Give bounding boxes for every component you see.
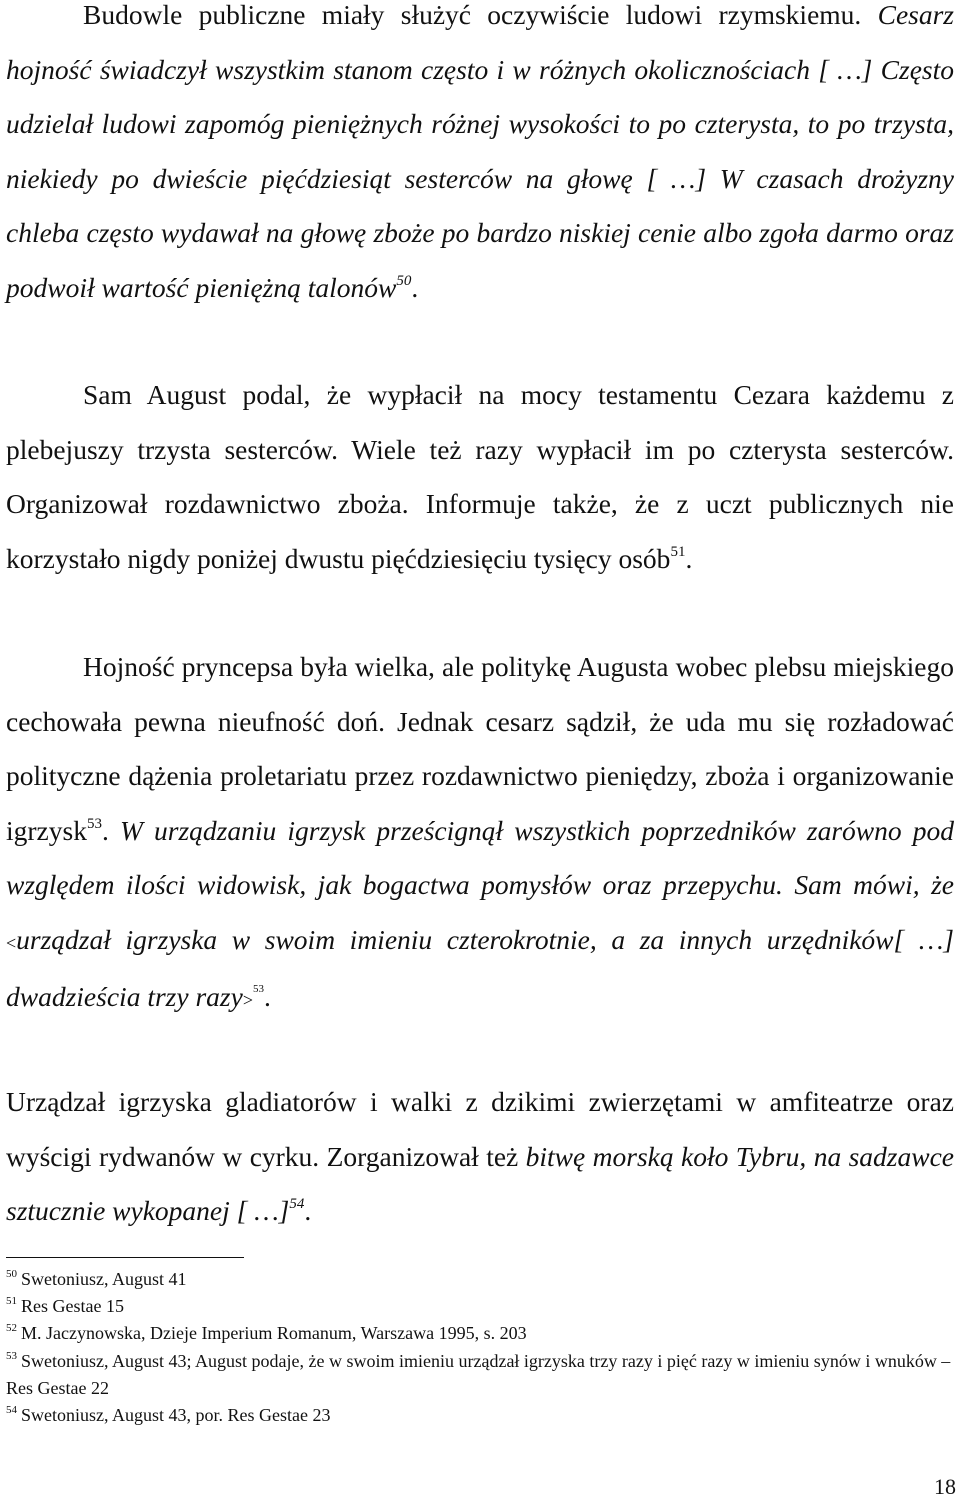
paragraph-1 [6, 0, 954, 315]
paragraph-4-italic: bitwę morską koło Tybru, na sadzawce sztucznie wykopanej [ …] [6, 1140, 954, 1226]
angle-open: < [6, 932, 17, 953]
punctuation: . [101, 814, 120, 846]
footnote-text: Res Gestae 15 [21, 1296, 124, 1317]
footnote-number: 52 [6, 1322, 17, 1335]
footnotes [6, 1266, 954, 1429]
paragraph-3-italic: W urządzaniu igrzysk prześcignął wszystkich poprzedników zarówno pod względem ilości widowisk, jak bogactwa pomysłów oraz przepychu. Sam mówi, że [6, 814, 955, 900]
footnote-ref-52: 53 [86, 815, 102, 832]
footnote-divider [6, 1257, 244, 1258]
footnote-number: 54 [6, 1404, 17, 1417]
paragraph-4-text: Urządzał igrzyska gladiatorów i walki z dzikimi zwierzętami w amfiteatrze oraz wyścigi rydwanów w cyrku. Zorganizował też [6, 1086, 954, 1172]
paragraph-2 [6, 368, 954, 586]
footnote-number: 51 [6, 1295, 17, 1308]
footnote-number: 50 [6, 1268, 17, 1280]
footnote-ref-50: 50 [396, 272, 412, 289]
paragraph-3-text: Hojność pryncepsa była wielka, ale politykę Augusta wobec plebsu miejskiego cechowała pewna nieufność doń. Jednak cesarz sądził, że uda mu się rozładować polityczne dążenia proletariatu przez rozdawnictwo pieniędzy, zboża i organizowanie igrzysk [6, 651, 954, 846]
footnote-52 [6, 1320, 954, 1347]
footnote-53 [6, 1348, 954, 1402]
footnote-ref-54: 54 [289, 1196, 305, 1212]
quote-res-gestae: urządzał igrzyska w swoim imieniu czterokrotnie, a za innych urzędników[ …] dwadzieścia trzy razy [6, 923, 954, 1012]
punctuation: . [411, 271, 419, 303]
footnote-50 [6, 1266, 954, 1293]
footnote-text: M. Jaczynowska, Dzieje Imperium Romanum, Warszawa 1995, s. 203 [21, 1323, 527, 1344]
punctuation: . [685, 542, 693, 574]
footnote-54 [6, 1402, 954, 1429]
footnote-text: Swetoniusz, August 43, por. Res Gestae 23 [21, 1405, 331, 1426]
footnote-text: Swetoniusz, August 43; August podaje, że w swoim imieniu urządzał igrzyska trzy razy i pięć razy w imieniu synów i wnuków – Res Gestae 22 [6, 1350, 951, 1398]
quote-suetonius: Cesarz hojność świadczył wszystkim stanom często i w różnych okolicznościach [ …] Często udzielał ludowi zapomóg pieniężnych różnej wysokości to po czterysta, to po trzysta, niekiedy po dwieście pięćdziesiąt sesterców na głowę [ …] W czasach drożyzny chleba często wydawał na głowę zboże po bardzo niskiej cenie albo zgoła darmo oraz podwoił wartość pieniężną talonów [6, 0, 955, 303]
footnote-ref-51: 51 [670, 543, 686, 560]
paragraph-4 [6, 1075, 954, 1239]
footnote-text: Swetoniusz, August 41 [21, 1269, 187, 1289]
angle-close: > [242, 990, 253, 1010]
footnote-number: 53 [6, 1349, 17, 1362]
page-number: 18 [934, 1474, 956, 1499]
footnote-ref-53: 53 [252, 983, 264, 995]
footnote-51 [6, 1293, 954, 1320]
paragraph-2-text: Sam August podal, że wypłacił na mocy testamentu Cezara każdemu z plebejuszy trzysta sesterców. Wiele też razy wypłacił im po czterysta sesterców. Organizował rozdawnictwo zboża. Informuje także, że z uczt publicznych nie korzystało nigdy poniżej dwustu pięćdziesięciu tysięcy osób [6, 379, 954, 574]
paragraph-1-intro: Budowle publiczne miały służyć oczywiście ludowi rzymskiemu. [83, 0, 862, 30]
punctuation: . [304, 1195, 312, 1226]
paragraph-3 [6, 640, 954, 1028]
punctuation: . [263, 981, 271, 1012]
